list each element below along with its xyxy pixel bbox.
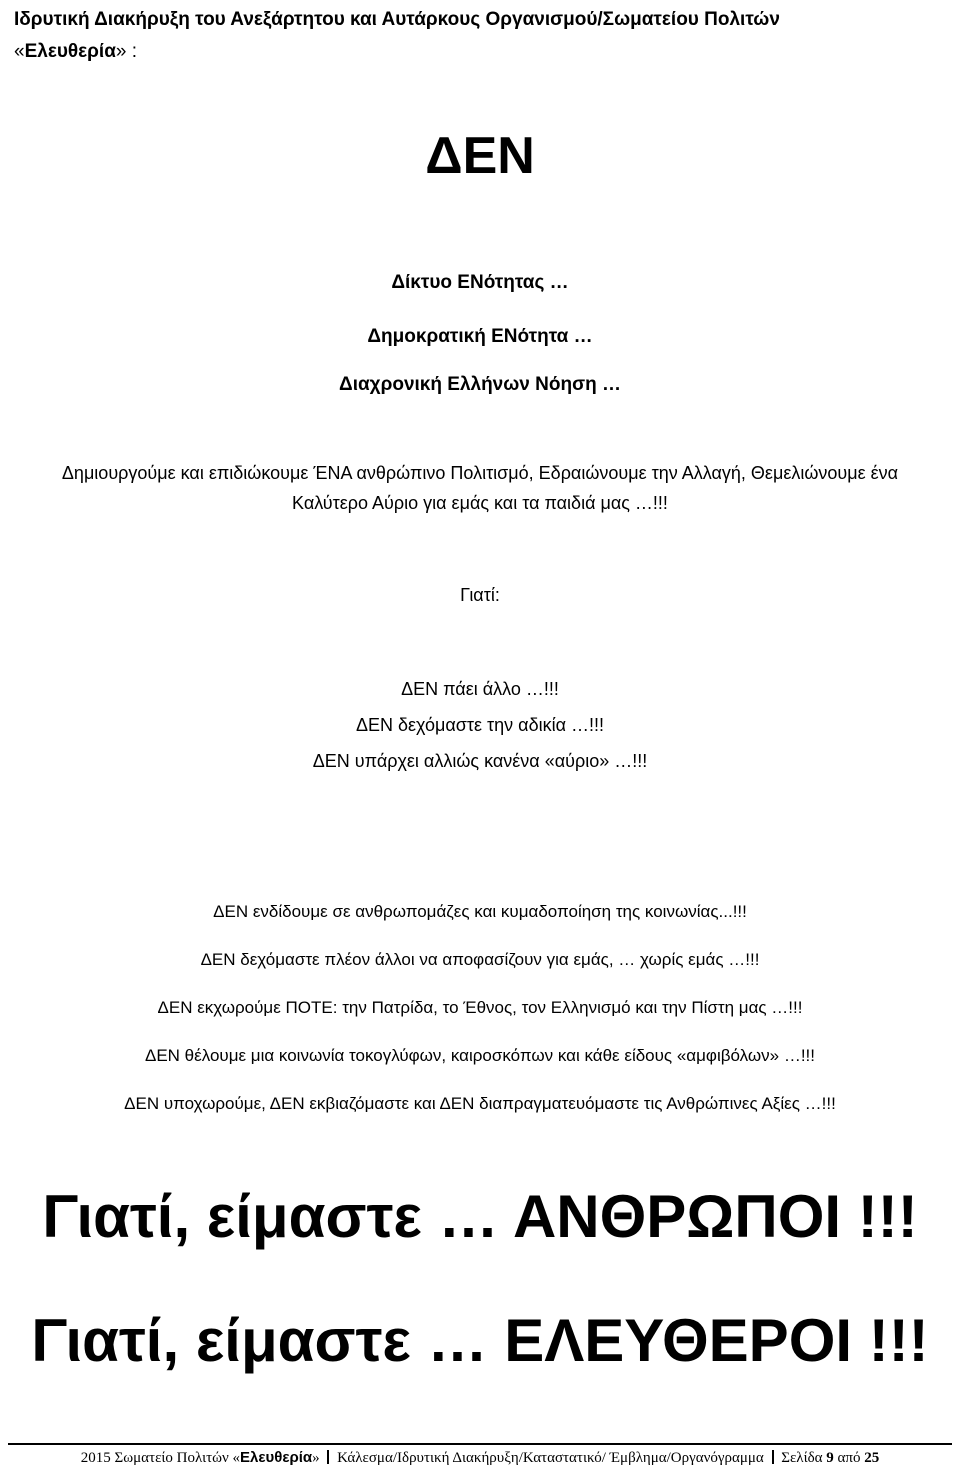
header-organization-name: Ελευθερία (24, 41, 116, 62)
statement-item: ΔΕΝ δεχόμαστε την αδικία …!!! (355, 715, 605, 735)
header-line-2 (14, 36, 954, 68)
statement-item: ΔΕΝ υπάρχει αλλιώς κανένα «αύριο» …!!! (312, 751, 648, 771)
statement-item: ΔΕΝ δεχόμαστε πλέον άλλοι να αποφασίζουν για εμάς, … χωρίς εμάς …!!! (200, 950, 760, 969)
slogan-humans: Γιατί, είμαστε … ΑΝΘΡΩΠΟΙ !!! (42, 1183, 918, 1250)
statement-item: ΔΕΝ υποχωρούμε, ΔΕΝ εκβιαζόμαστε και ΔΕΝ διαπραγματευόμαστε τις Ανθρώπινες Αξίες …!!! (124, 1094, 836, 1113)
footer-prefix: 2015 Σωματείο Πολιτών « (80, 1450, 241, 1466)
page-footer (0, 1447, 960, 1469)
intro-paragraph (0, 458, 960, 518)
slogan-free: Γιατί, είμαστε … ΕΛΕΥΘΕΡΟΙ !!! (31, 1307, 929, 1374)
footer-page-total: 25 (864, 1450, 880, 1466)
header-quote-open: « (14, 41, 25, 62)
footer-separator (772, 1450, 774, 1464)
statement-item: ΔΕΝ εκχωρούμε ΠΟΤΕ: την Πατρίδα, το Έθνος, τον Ελληνισμό και την Πίστη μας …!!! (157, 998, 803, 1017)
short-statements (0, 672, 960, 780)
footer-docs: Κάλεσμα/Ιδρυτική Διακήρυξη/Καταστατικό/ Έμβλημα/Οργανόγραμμα (337, 1450, 764, 1466)
footer-divider (8, 1443, 952, 1445)
main-title: ΔΕΝ (425, 127, 535, 185)
long-statements (0, 897, 960, 1137)
footer-page-number: 9 (826, 1450, 834, 1466)
statement-item: ΔΕΝ πάει άλλο …!!! (401, 679, 559, 699)
motto-diachronic: Διαχρονική Ελλήνων Νόηση … (339, 374, 621, 395)
statement-item: ΔΕΝ θέλουμε μια κοινωνία τοκογλύφων, καιροσκόπων και κάθε είδους «αμφιβόλων» …!!! (144, 1046, 815, 1065)
footer-brand: Ελευθερία (240, 1449, 313, 1466)
header-line-1: Ιδρυτική Διακήρυξη του Ανεξάρτητου και Αυτάρκους Οργανισμού/Σωματείου Πολιτών (14, 9, 780, 30)
footer-of-word: από (837, 1450, 861, 1466)
statement-item: ΔΕΝ ενδίδουμε σε ανθρωπομάζες και κυμαδοποίηση της κοινωνίας...!!! (213, 902, 747, 921)
footer-separator (327, 1450, 329, 1464)
why-label: Γιατί: (460, 585, 500, 605)
document-header (14, 4, 954, 68)
intro-line-1: Δημιουργούμε και επιδιώκουμε ΈΝΑ ανθρώπινο Πολιτισμό, Εδραιώνουμε την Αλλαγή, Θεμελιώνουμε ένα (61, 463, 899, 483)
motto-network: Δίκτυο ΕΝότητας … (391, 272, 569, 293)
header-quote-close: » : (115, 41, 138, 62)
intro-line-2: Καλύτερο Αύριο για εμάς και τα παιδιά μας …!!! (292, 493, 668, 513)
footer-page-word: Σελίδα (781, 1450, 823, 1466)
footer-suffix: » (312, 1450, 320, 1466)
motto-democratic: Δημοκρατική ΕΝότητα … (367, 326, 593, 347)
